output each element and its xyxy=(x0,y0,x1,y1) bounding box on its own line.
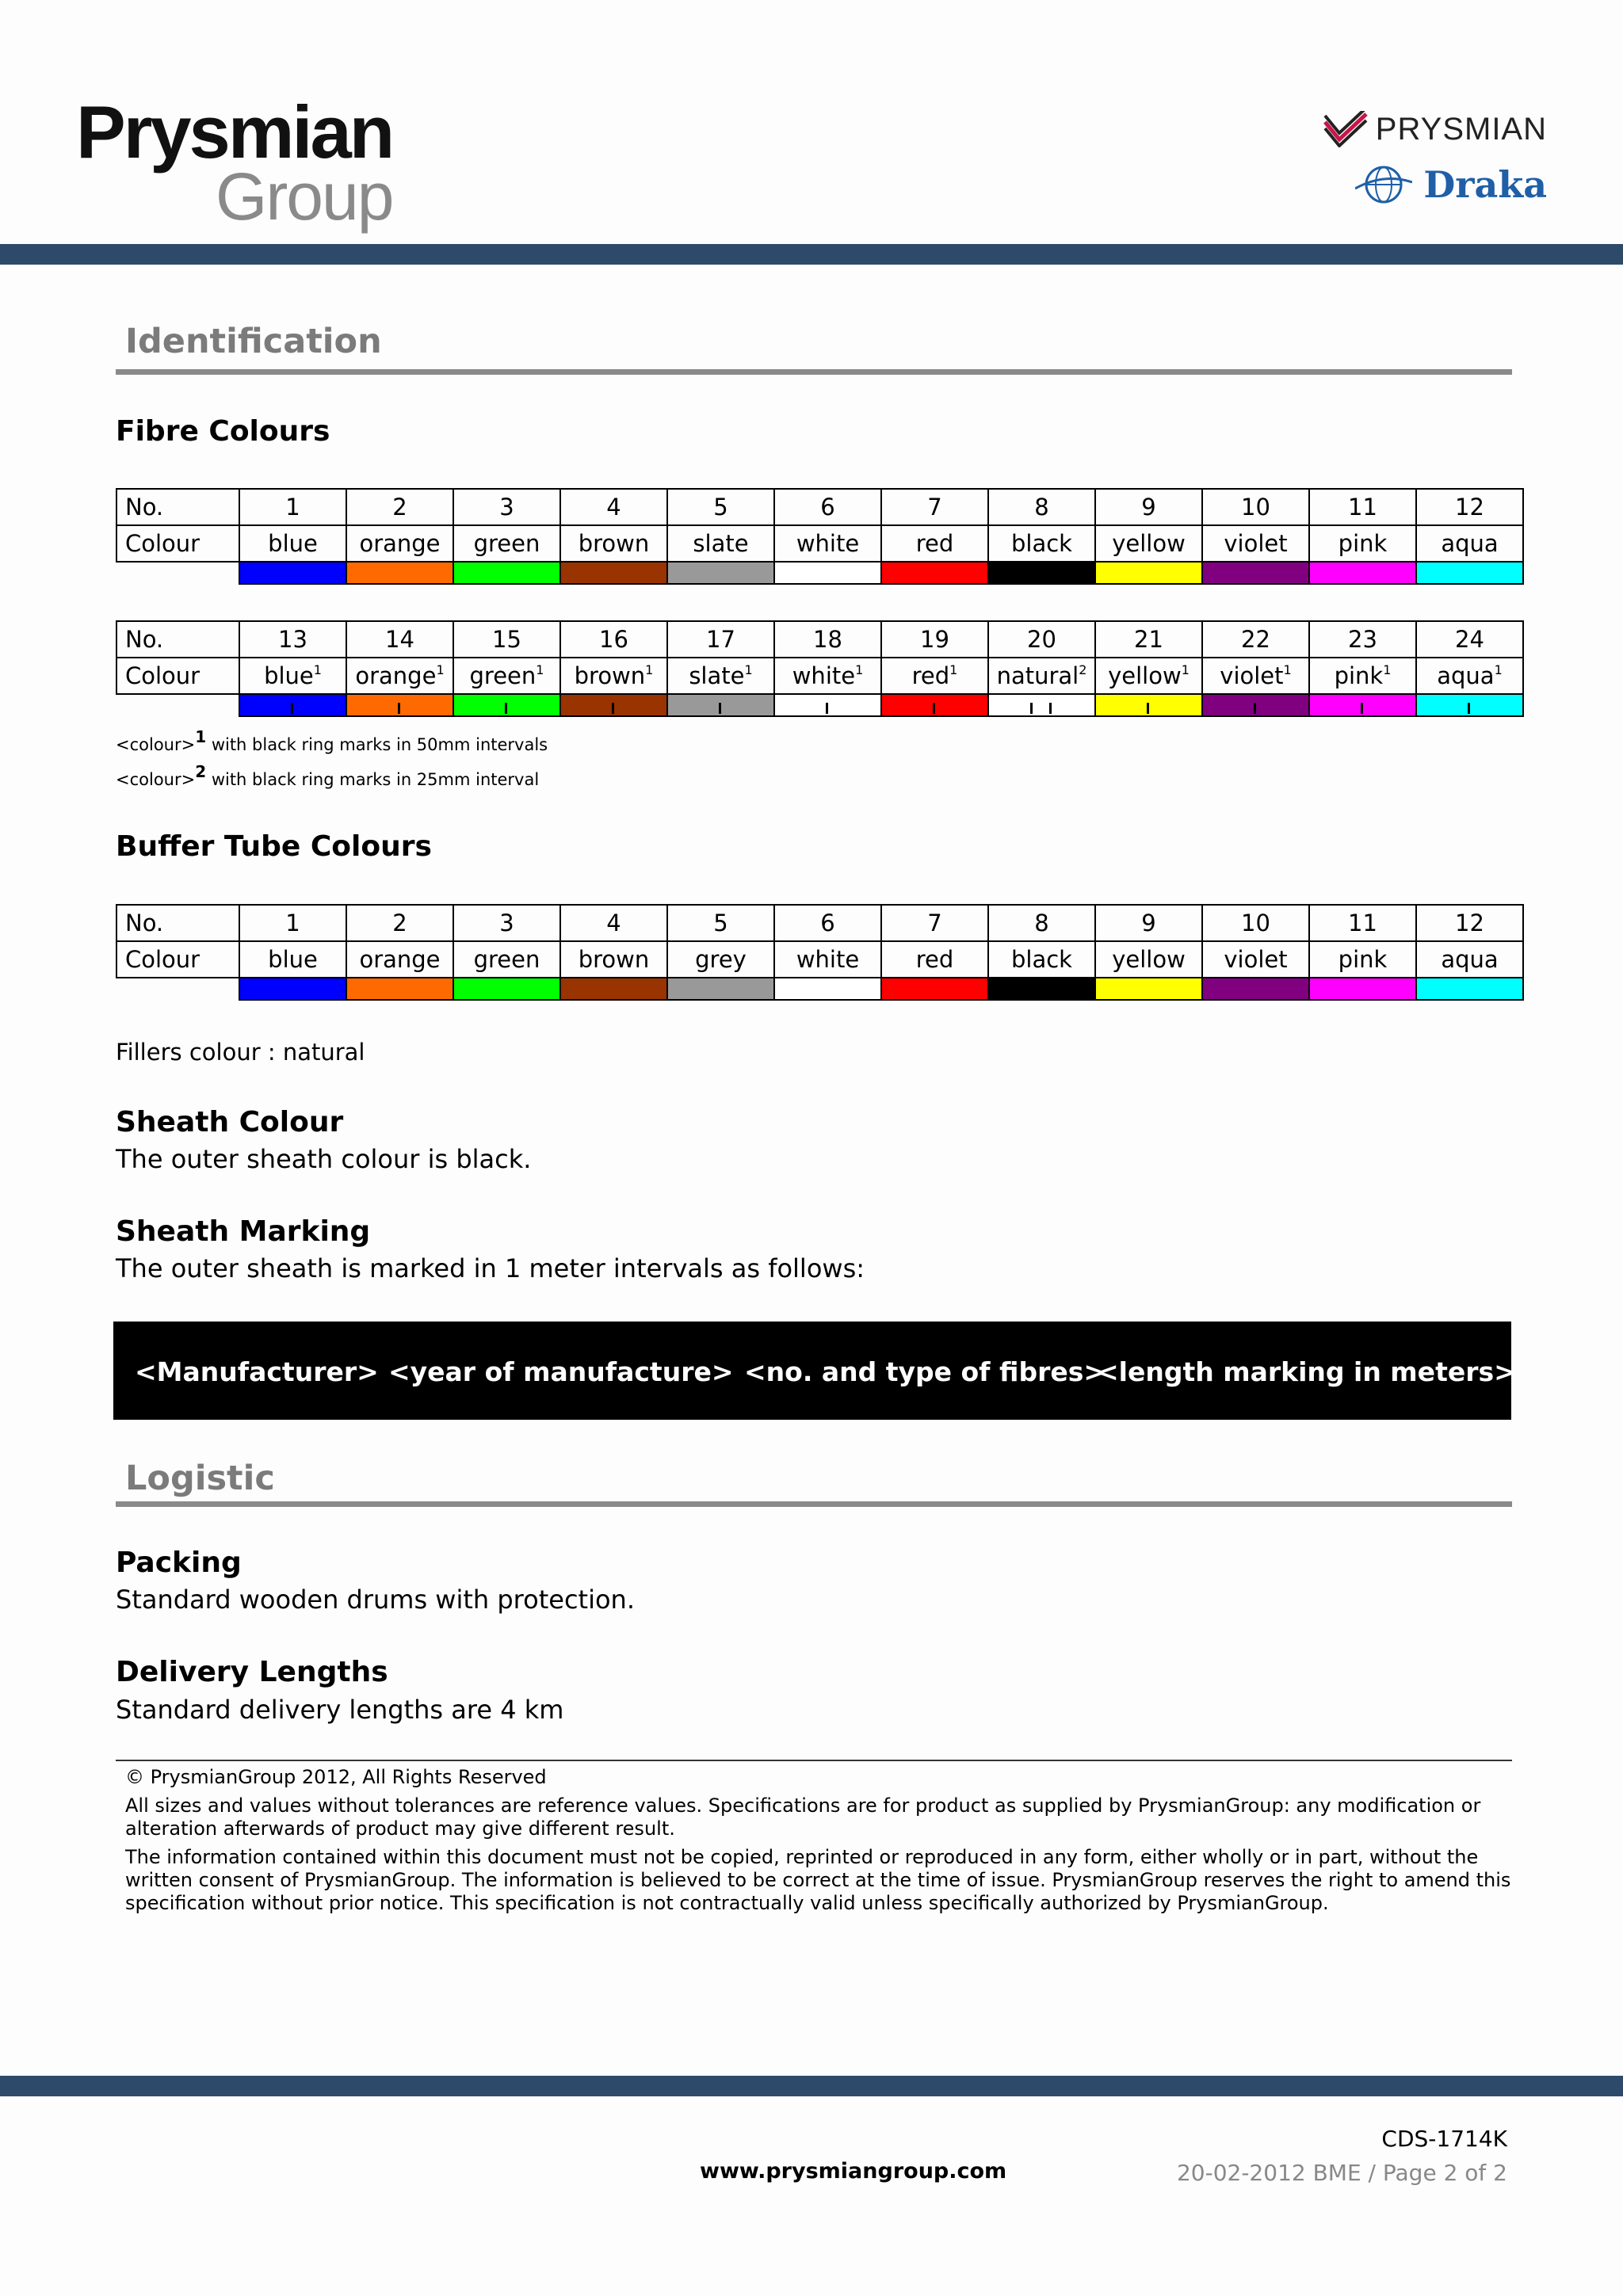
colour-swatch xyxy=(1095,562,1202,584)
cell-no: 19 xyxy=(881,621,988,658)
colour-name: yellow xyxy=(1112,946,1186,973)
cell-colour xyxy=(1416,941,1523,978)
cell-colour xyxy=(1095,658,1202,694)
cell-no: 12 xyxy=(1416,905,1523,941)
cell-colour xyxy=(346,941,453,978)
colour-name: blue xyxy=(268,530,318,557)
cell-colour xyxy=(453,658,560,694)
row-label-no: No. xyxy=(116,489,239,525)
colour-footnote-mark: 1 xyxy=(1383,662,1392,677)
fibre-colours-table-1 xyxy=(116,488,1524,585)
ring-mark xyxy=(1468,703,1470,714)
note-text: with black ring marks in 25mm interval xyxy=(206,770,540,789)
colour-footnote-mark: 1 xyxy=(949,662,958,677)
colour-name: white xyxy=(796,946,860,973)
colour-swatch xyxy=(560,694,667,716)
cell-colour xyxy=(881,658,988,694)
cell-no: 3 xyxy=(453,905,560,941)
sheath-marking-bar xyxy=(113,1322,1516,1420)
cell-no: 1 xyxy=(239,905,346,941)
cell-colour xyxy=(453,525,560,562)
marking-field-fibres: <no. and type of fibres> xyxy=(744,1356,1106,1387)
colour-footnote-mark: 2 xyxy=(1079,662,1087,677)
colour-name: slate xyxy=(689,662,745,689)
colour-name: pink xyxy=(1338,946,1388,973)
draka-brand-logo xyxy=(1355,163,1547,206)
cell-no: 10 xyxy=(1202,905,1309,941)
cell-no: 23 xyxy=(1309,621,1416,658)
globe-icon xyxy=(1355,165,1412,204)
colour-name: aqua xyxy=(1437,662,1495,689)
colour-name: slate xyxy=(693,530,749,557)
packing-text: Standard wooden drums with protection. xyxy=(116,1585,635,1615)
cell-colour xyxy=(346,658,453,694)
cell-no: 4 xyxy=(560,905,667,941)
cell-no: 22 xyxy=(1202,621,1309,658)
cell-no: 8 xyxy=(988,905,1095,941)
cell-no: 9 xyxy=(1095,905,1202,941)
cell-colour xyxy=(881,525,988,562)
colour-name: violet xyxy=(1224,530,1288,557)
colour-footnote-mark: 1 xyxy=(645,662,654,677)
cell-colour xyxy=(667,658,774,694)
colour-name: violet xyxy=(1220,662,1284,689)
colour-name: aqua xyxy=(1441,946,1499,973)
cell-no: 7 xyxy=(881,489,988,525)
cell-colour xyxy=(881,941,988,978)
website-link[interactable]: www.prysmiangroup.com xyxy=(700,2159,1007,2183)
colour-swatch xyxy=(1309,978,1416,1000)
colour-swatch xyxy=(774,978,881,1000)
colour-name: green xyxy=(473,946,540,973)
cell-colour xyxy=(1309,525,1416,562)
cell-colour xyxy=(239,941,346,978)
colour-swatch xyxy=(667,562,774,584)
packing-heading: Packing xyxy=(116,1547,242,1579)
colour-swatch xyxy=(1309,694,1416,716)
delivery-lengths-text: Standard delivery lengths are 4 km xyxy=(116,1695,564,1725)
colour-swatch xyxy=(881,978,988,1000)
colour-swatch xyxy=(988,694,1095,716)
footer-rule xyxy=(116,1760,1512,1761)
colour-swatch xyxy=(988,978,1095,1000)
fibre-colours-heading: Fibre Colours xyxy=(116,415,330,448)
ring-mark-note-1 xyxy=(116,727,548,754)
swatch-spacer xyxy=(116,978,239,1000)
cell-colour xyxy=(1095,941,1202,978)
colour-swatch xyxy=(667,978,774,1000)
disclaimer-copying: The information contained within this document must not be copied, reprinted or reproduced in any form, either wholly or in part, without the written consent of PrysmianGroup. The information is believed to be correct at the time of issue. PrysmianGroup reserves the right to amend this specification without prior notice. This specification is not contractually valid unless specifically authorized by PrysmianGroup. xyxy=(125,1846,1511,1914)
document-code: CDS-1714K xyxy=(1381,2126,1507,2152)
colour-swatch xyxy=(560,978,667,1000)
note-text: with black ring marks in 50mm intervals xyxy=(206,735,548,754)
colour-name: red xyxy=(911,662,950,689)
colour-name: orange xyxy=(355,662,437,689)
sheath-marking-text: The outer sheath is marked in 1 meter intervals as follows: xyxy=(116,1253,865,1283)
sheath-colour-heading: Sheath Colour xyxy=(116,1106,344,1138)
cell-no: 5 xyxy=(667,905,774,941)
ring-mark xyxy=(1147,703,1149,714)
cell-colour xyxy=(1095,525,1202,562)
buffer-tube-colours-heading: Buffer Tube Colours xyxy=(116,830,432,863)
cell-colour xyxy=(667,941,774,978)
colour-swatch xyxy=(881,694,988,716)
sheath-colour-text: The outer sheath colour is black. xyxy=(116,1144,532,1174)
ring-mark-note-2 xyxy=(116,762,539,789)
header-band xyxy=(0,244,1623,265)
ring-mark xyxy=(933,703,935,714)
colour-swatch xyxy=(346,978,453,1000)
cell-no: 8 xyxy=(988,489,1095,525)
cell-no: 3 xyxy=(453,489,560,525)
ring-mark xyxy=(719,703,721,714)
colour-name: red xyxy=(915,946,954,973)
colour-swatch xyxy=(1416,562,1523,584)
cell-no: 9 xyxy=(1095,489,1202,525)
colour-name: orange xyxy=(359,530,441,557)
ring-mark xyxy=(1254,703,1256,714)
colour-name: grey xyxy=(695,946,747,973)
cell-no: 18 xyxy=(774,621,881,658)
colour-swatch xyxy=(988,562,1095,584)
colour-swatch xyxy=(239,978,346,1000)
ring-mark xyxy=(1049,703,1052,714)
colour-name: blue xyxy=(264,662,314,689)
ring-mark xyxy=(612,703,614,714)
ring-mark xyxy=(291,703,293,714)
row-label-colour: Colour xyxy=(116,658,239,694)
colour-footnote-mark: 1 xyxy=(1494,662,1503,677)
note-prefix: <colour> xyxy=(116,735,196,754)
swatch-spacer xyxy=(116,562,239,584)
logo-line1: Prysmian xyxy=(76,90,393,174)
section-title-identification: Identification xyxy=(125,322,382,361)
colour-swatch xyxy=(239,562,346,584)
cell-no: 17 xyxy=(667,621,774,658)
ring-mark xyxy=(505,703,507,714)
cell-colour xyxy=(1202,658,1309,694)
colour-swatch xyxy=(560,562,667,584)
colour-footnote-mark: 1 xyxy=(744,662,753,677)
colour-swatch xyxy=(1309,562,1416,584)
disclaimer-reference-values: All sizes and values without tolerances are reference values. Specifications are for product as supplied by PrysmianGroup: any modification or alteration afterwards of product may give different result. xyxy=(125,1794,1481,1840)
marking-field-manufacturer: <Manufacturer> xyxy=(135,1356,379,1387)
colour-swatch xyxy=(881,562,988,584)
cell-colour xyxy=(239,658,346,694)
row-label-colour: Colour xyxy=(116,941,239,978)
fillers-colour: Fillers colour : natural xyxy=(116,1039,365,1066)
draka-brand-text: Draka xyxy=(1423,163,1547,206)
ring-mark xyxy=(826,703,828,714)
colour-name: brown xyxy=(574,662,646,689)
document-date-page: 20-02-2012 BME / Page 2 of 2 xyxy=(1176,2160,1507,2186)
cell-colour xyxy=(667,525,774,562)
cell-no: 12 xyxy=(1416,489,1523,525)
colour-swatch xyxy=(1416,694,1523,716)
colour-name: yellow xyxy=(1112,530,1186,557)
ring-mark xyxy=(1361,703,1363,714)
ring-mark xyxy=(1030,703,1033,714)
colour-swatch xyxy=(1202,562,1309,584)
note-sup: 1 xyxy=(195,727,207,746)
colour-footnote-mark: 1 xyxy=(436,662,445,677)
colour-swatch xyxy=(453,562,560,584)
cell-no: 6 xyxy=(774,905,881,941)
cell-no: 4 xyxy=(560,489,667,525)
colour-footnote-mark: 1 xyxy=(1283,662,1292,677)
row-label-colour: Colour xyxy=(116,525,239,562)
colour-swatch xyxy=(774,562,881,584)
colour-swatch xyxy=(667,694,774,716)
cell-colour xyxy=(774,941,881,978)
buffer-tube-colours-table xyxy=(116,904,1524,1001)
note-prefix: <colour> xyxy=(116,770,196,789)
cell-no: 13 xyxy=(239,621,346,658)
cell-no: 7 xyxy=(881,905,988,941)
colour-swatch xyxy=(1202,694,1309,716)
section-rule xyxy=(116,1501,1512,1507)
colour-swatch xyxy=(346,562,453,584)
colour-footnote-mark: 1 xyxy=(855,662,864,677)
sheath-marking-heading: Sheath Marking xyxy=(116,1215,371,1248)
note-sup: 2 xyxy=(195,762,207,781)
cell-colour xyxy=(774,525,881,562)
cell-colour xyxy=(988,658,1095,694)
cell-colour xyxy=(239,525,346,562)
colour-name: red xyxy=(915,530,954,557)
colour-name: blue xyxy=(268,946,318,973)
colour-name: natural xyxy=(996,662,1079,689)
swatch-spacer xyxy=(116,694,239,716)
prysmian-group-logo xyxy=(76,90,393,234)
cell-no: 2 xyxy=(346,489,453,525)
fibre-colours-table-2 xyxy=(116,620,1524,717)
colour-name: brown xyxy=(578,946,650,973)
logo-line2: Group xyxy=(216,159,393,234)
cell-colour xyxy=(1309,941,1416,978)
ring-mark xyxy=(398,703,400,714)
cell-colour xyxy=(988,941,1095,978)
colour-name: violet xyxy=(1224,946,1288,973)
row-label-no: No. xyxy=(116,621,239,658)
cell-colour xyxy=(1202,941,1309,978)
cell-no: 21 xyxy=(1095,621,1202,658)
colour-footnote-mark: 1 xyxy=(1181,662,1190,677)
prysmian-chevron-icon xyxy=(1323,111,1368,147)
colour-swatch xyxy=(346,694,453,716)
marking-field-year: <year of manufacture> xyxy=(388,1356,734,1387)
colour-swatch xyxy=(239,694,346,716)
cell-no: 1 xyxy=(239,489,346,525)
colour-name: aqua xyxy=(1441,530,1499,557)
cell-no: 16 xyxy=(560,621,667,658)
delivery-lengths-heading: Delivery Lengths xyxy=(116,1656,388,1688)
colour-name: green xyxy=(469,662,537,689)
colour-swatch xyxy=(1202,978,1309,1000)
cell-colour xyxy=(1309,658,1416,694)
colour-footnote-mark: 1 xyxy=(536,662,544,677)
cell-no: 14 xyxy=(346,621,453,658)
section-title-logistic: Logistic xyxy=(125,1459,275,1498)
colour-name: brown xyxy=(578,530,650,557)
colour-swatch xyxy=(1095,978,1202,1000)
cell-no: 20 xyxy=(988,621,1095,658)
cell-no: 11 xyxy=(1309,905,1416,941)
prysmian-brand-text: PRYSMIAN xyxy=(1375,111,1547,147)
colour-swatch xyxy=(1416,978,1523,1000)
cell-colour xyxy=(1416,525,1523,562)
cell-colour xyxy=(453,941,560,978)
cell-colour xyxy=(1202,525,1309,562)
colour-name: white xyxy=(796,530,860,557)
marking-field-length: <length marking in meters> xyxy=(1097,1356,1516,1387)
colour-name: black xyxy=(1011,946,1072,973)
cell-colour xyxy=(560,658,667,694)
cell-colour xyxy=(1416,658,1523,694)
colour-name: pink xyxy=(1338,530,1388,557)
cell-colour xyxy=(560,525,667,562)
cell-no: 2 xyxy=(346,905,453,941)
cell-no: 15 xyxy=(453,621,560,658)
colour-swatch xyxy=(453,978,560,1000)
colour-swatch xyxy=(1095,694,1202,716)
cell-no: 6 xyxy=(774,489,881,525)
colour-name: green xyxy=(473,530,540,557)
colour-swatch xyxy=(453,694,560,716)
cell-no: 24 xyxy=(1416,621,1523,658)
cell-colour xyxy=(774,658,881,694)
prysmian-brand-logo xyxy=(1323,111,1547,147)
colour-name: yellow xyxy=(1108,662,1182,689)
cell-colour xyxy=(346,525,453,562)
cell-no: 11 xyxy=(1309,489,1416,525)
colour-footnote-mark: 1 xyxy=(313,662,322,677)
cell-no: 5 xyxy=(667,489,774,525)
colour-swatch xyxy=(774,694,881,716)
colour-name: pink xyxy=(1334,662,1384,689)
footer-band xyxy=(0,2076,1623,2096)
row-label-no: No. xyxy=(116,905,239,941)
copyright-text: © PrysmianGroup 2012, All Rights Reserved xyxy=(125,1766,547,1788)
cell-no: 10 xyxy=(1202,489,1309,525)
cell-colour xyxy=(560,941,667,978)
colour-name: black xyxy=(1011,530,1072,557)
colour-name: white xyxy=(792,662,856,689)
cell-colour xyxy=(988,525,1095,562)
section-rule xyxy=(116,369,1512,375)
colour-name: orange xyxy=(359,946,441,973)
